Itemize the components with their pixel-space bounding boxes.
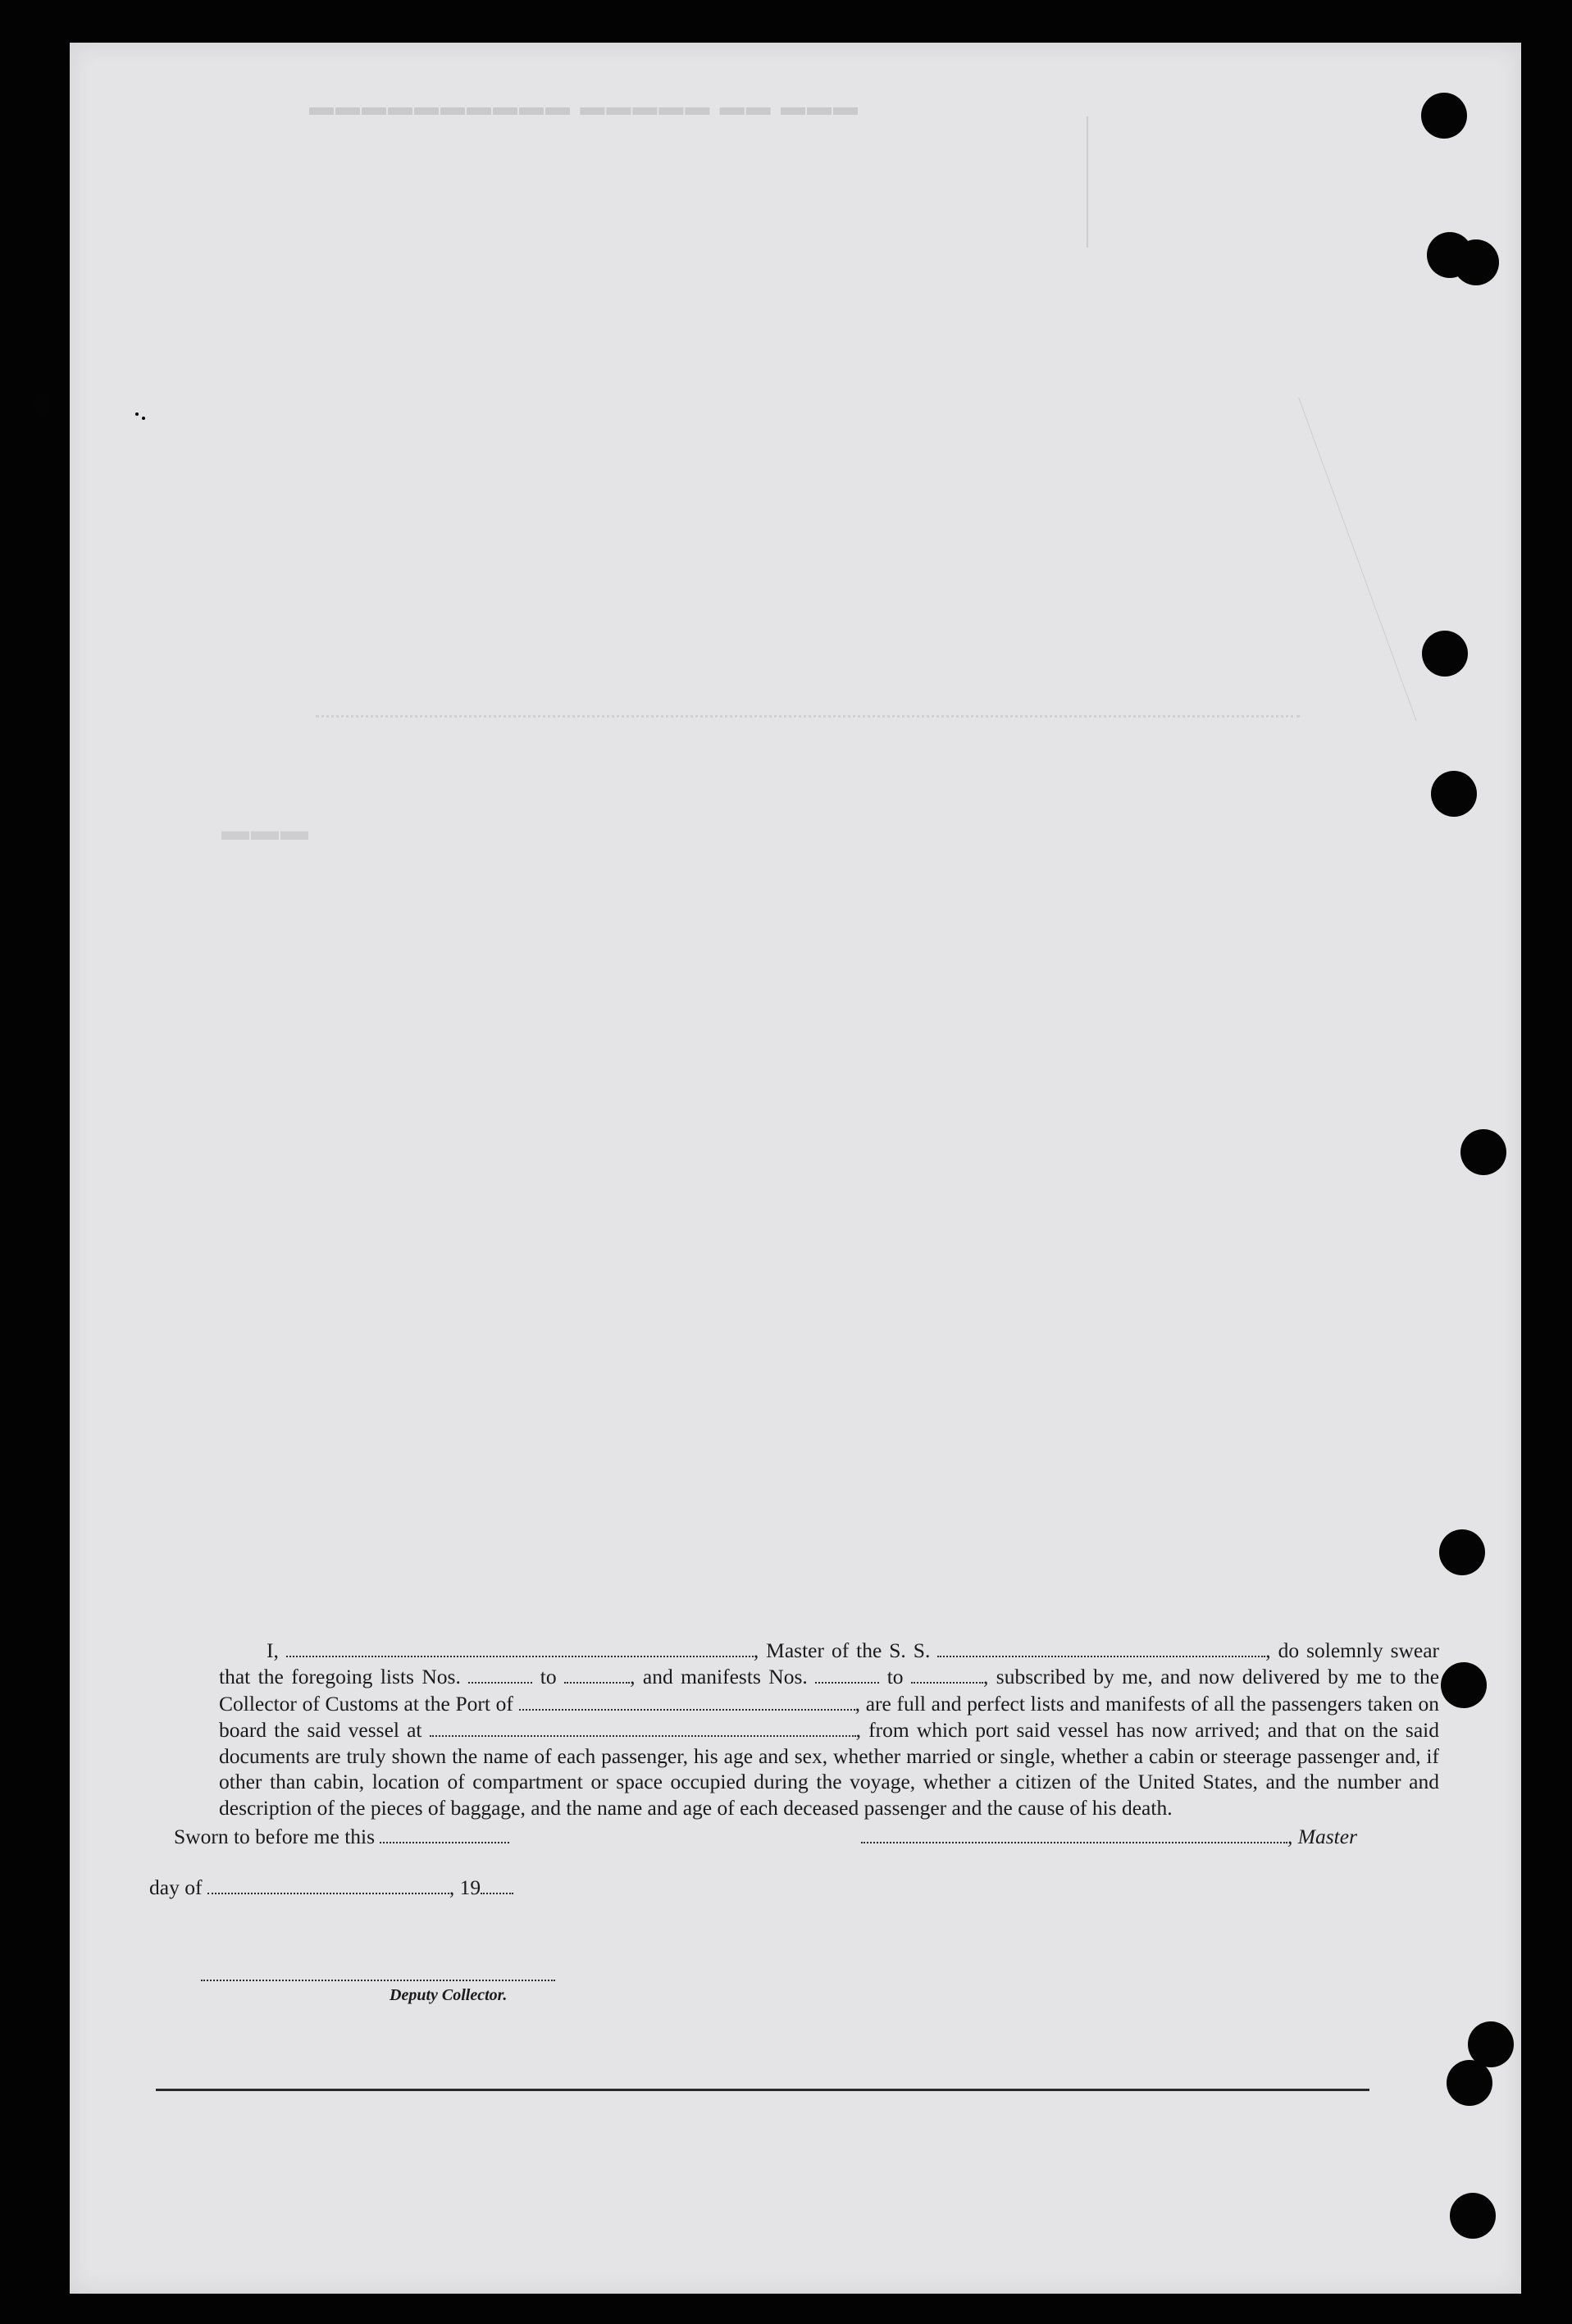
punch-hole [1453, 239, 1499, 285]
deputy-collector-label: Deputy Collector. [390, 1986, 508, 2004]
oath-from-which: , from which port said vessel has now arrived; and that on the said documents are truly shown the name of each passenger, his age and sex, whether married or single, whether a cabin or steerage passenger and, if other than cabin, location of compartment or space occupied during the voyage, whether a citizen of the United States, and the number and description of the pieces of baggage, and the name and age of each deceased passenger and the cause of his death. [219, 1718, 1440, 1820]
departure-port-field[interactable] [430, 1716, 856, 1737]
lists-from-field[interactable] [468, 1663, 532, 1684]
sworn-date-field[interactable] [380, 1823, 509, 1843]
sworn-label: Sworn to before me this [174, 1824, 376, 1848]
deputy-signature-line[interactable] [201, 1980, 555, 1981]
punch-hole [1450, 2193, 1496, 2239]
oath-do-solemnly: , do solemnly [1265, 1638, 1383, 1662]
punch-hole [1441, 1662, 1487, 1708]
bleed-through-tick [1298, 397, 1417, 721]
bleed-through-mark: ▬▬▬ [221, 815, 310, 846]
sworn-row [174, 1823, 509, 1849]
oath-to-1: to [540, 1665, 557, 1689]
oath-swear-lists: swear that the foregoing lists Nos. [219, 1638, 1440, 1689]
master-name-field[interactable] [286, 1637, 754, 1657]
vessel-name-field[interactable] [937, 1637, 1265, 1657]
master-signature-field[interactable] [861, 1823, 1287, 1843]
punch-hole [1421, 93, 1467, 139]
oath-subscribed: , subscribed by me, and now delivered by me to the Collector of Customs at the Port of [219, 1665, 1440, 1716]
master-label: , Master [1287, 1824, 1357, 1848]
punch-hole [1422, 631, 1468, 677]
oath-and-manifests: , and manifests Nos. [630, 1665, 808, 1689]
bleed-through-line [1087, 116, 1088, 248]
edge-speck [142, 417, 145, 420]
oath-master-of-ss: , Master of the S. S. [753, 1638, 931, 1662]
punch-hole [1447, 2060, 1492, 2106]
punch-hole [1460, 1129, 1506, 1175]
oath-to-2: to [886, 1665, 904, 1689]
manifests-to-field[interactable] [911, 1663, 983, 1684]
manifests-from-field[interactable] [815, 1663, 879, 1684]
port-field[interactable] [519, 1690, 855, 1711]
edge-speck [33, 392, 51, 417]
day-of-label: day of [149, 1875, 203, 1899]
punch-hole [1431, 771, 1477, 817]
punch-hole [1439, 1529, 1485, 1575]
year-field[interactable] [481, 1874, 513, 1894]
lists-to-field[interactable] [564, 1663, 630, 1684]
year-prefix: , 19 [449, 1875, 481, 1899]
edge-speck [135, 412, 139, 416]
oath-paragraph [219, 1637, 1439, 1820]
oath-are-full: , are full and perfect lists and manifests of all the passengers taken on board the said vessel at [219, 1691, 1439, 1743]
bleed-through-header: ▬▬▬ ▬▬ ▬▬▬▬▬ ▬▬▬▬▬▬▬▬▬▬ [308, 93, 859, 121]
oath-opening: I, [267, 1638, 279, 1662]
master-signature-row [861, 1823, 1357, 1849]
bottom-rule [156, 2089, 1369, 2091]
month-field[interactable] [207, 1874, 449, 1894]
day-of-row [149, 1874, 513, 1900]
document-page [70, 43, 1521, 2294]
bleed-through-handwriting [316, 682, 1300, 718]
